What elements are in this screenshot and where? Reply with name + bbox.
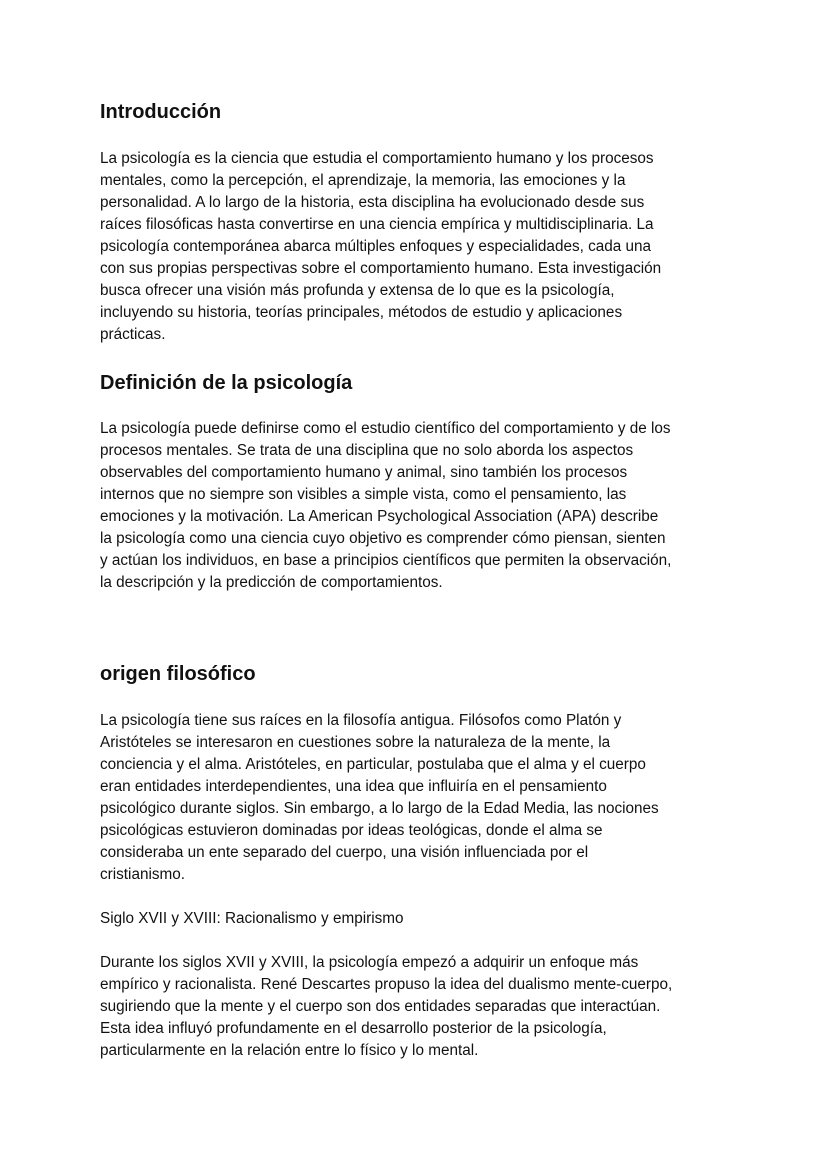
text-line: observables del comportamiento humano y animal, sino también los procesos [100, 464, 628, 481]
text-line: La psicología es la ciencia que estudia el comportamiento humano y los procesos [100, 150, 654, 167]
text-line: prácticas. [100, 326, 166, 343]
text-line: personalidad. A lo largo de la historia, esta disciplina ha evolucionado desde sus [100, 194, 645, 211]
paragraph-origen-filosofico [100, 710, 740, 886]
text-line: consideraba un ente separado del cuerpo, una visión influenciada por el [100, 844, 589, 861]
section-heading-introduccion: Introducción [100, 101, 222, 123]
text-line: Aristóteles se interesaron en cuestiones sobre la naturaleza de la mente, la [100, 734, 611, 751]
text-line: internos que no siempre son visibles a simple vista, como el pensamiento, las [100, 486, 627, 503]
text-line: incluyendo su historia, teorías principales, métodos de estudio y aplicaciones [100, 304, 623, 321]
paragraph-definicion [100, 418, 740, 594]
text-line: la descripción y la predicción de comportamientos. [100, 574, 443, 591]
text-line: psicológico durante siglos. Sin embargo, a lo largo de la Edad Media, las nociones [100, 800, 659, 817]
text-line: eran entidades interdependientes, una idea que influiría en el pensamiento [100, 778, 607, 795]
text-line: raíces filosóficas hasta convertirse en una ciencia empírica y multidisciplinaria. La [100, 216, 654, 233]
text-line: y actúan los individuos, en base a principios científicos que permiten la observación, [100, 552, 672, 569]
text-line: La psicología puede definirse como el estudio científico del comportamiento y de los [100, 420, 671, 437]
text-line: mentales, como la percepción, el aprendizaje, la memoria, las emociones y la [100, 172, 626, 189]
paragraph-racionalismo-empirismo [100, 952, 740, 1062]
text-line: Siglo XVII y XVIII: Racionalismo y empirismo [100, 910, 404, 927]
subheading-racionalismo-empirismo [100, 908, 740, 930]
section-heading-origen-filosofico: origen filosófico [100, 663, 256, 685]
text-line: particularmente en la relación entre lo físico y lo mental. [100, 1042, 479, 1059]
text-line: sugiriendo que la mente y el cuerpo son dos entidades separadas que interactúan. [100, 998, 661, 1015]
text-line: procesos mentales. Se trata de una disciplina que no solo aborda los aspectos [100, 442, 634, 459]
text-line: busca ofrecer una visión más profunda y extensa de lo que es la psicología, [100, 282, 615, 299]
text-line: conciencia y el alma. Aristóteles, en particular, postulaba que el alma y el cuerpo [100, 756, 646, 773]
text-line: Esta idea influyó profundamente en el desarrollo posterior de la psicología, [100, 1020, 607, 1037]
text-line: con sus propias perspectivas sobre el comportamiento humano. Esta investigación [100, 260, 662, 277]
text-line: cristianismo. [100, 866, 185, 883]
text-line: psicología contemporánea abarca múltiples enfoques y especialidades, cada una [100, 238, 652, 255]
text-line: emociones y la motivación. La American Psychological Association (APA) describe [100, 508, 659, 525]
text-line: La psicología tiene sus raíces en la filosofía antigua. Filósofos como Platón y [100, 712, 622, 729]
text-line: psicológicas estuvieron dominadas por ideas teológicas, donde el alma se [100, 822, 603, 839]
text-line: empírico y racionalista. René Descartes propuso la idea del dualismo mente-cuerpo, [100, 976, 673, 993]
section-heading-definicion: Definición de la psicología [100, 372, 353, 394]
text-line: Durante los siglos XVII y XVIII, la psicología empezó a adquirir un enfoque más [100, 954, 639, 971]
text-line: la psicología como una ciencia cuyo objetivo es comprender cómo piensan, sienten [100, 530, 666, 547]
paragraph-introduccion [100, 148, 740, 346]
